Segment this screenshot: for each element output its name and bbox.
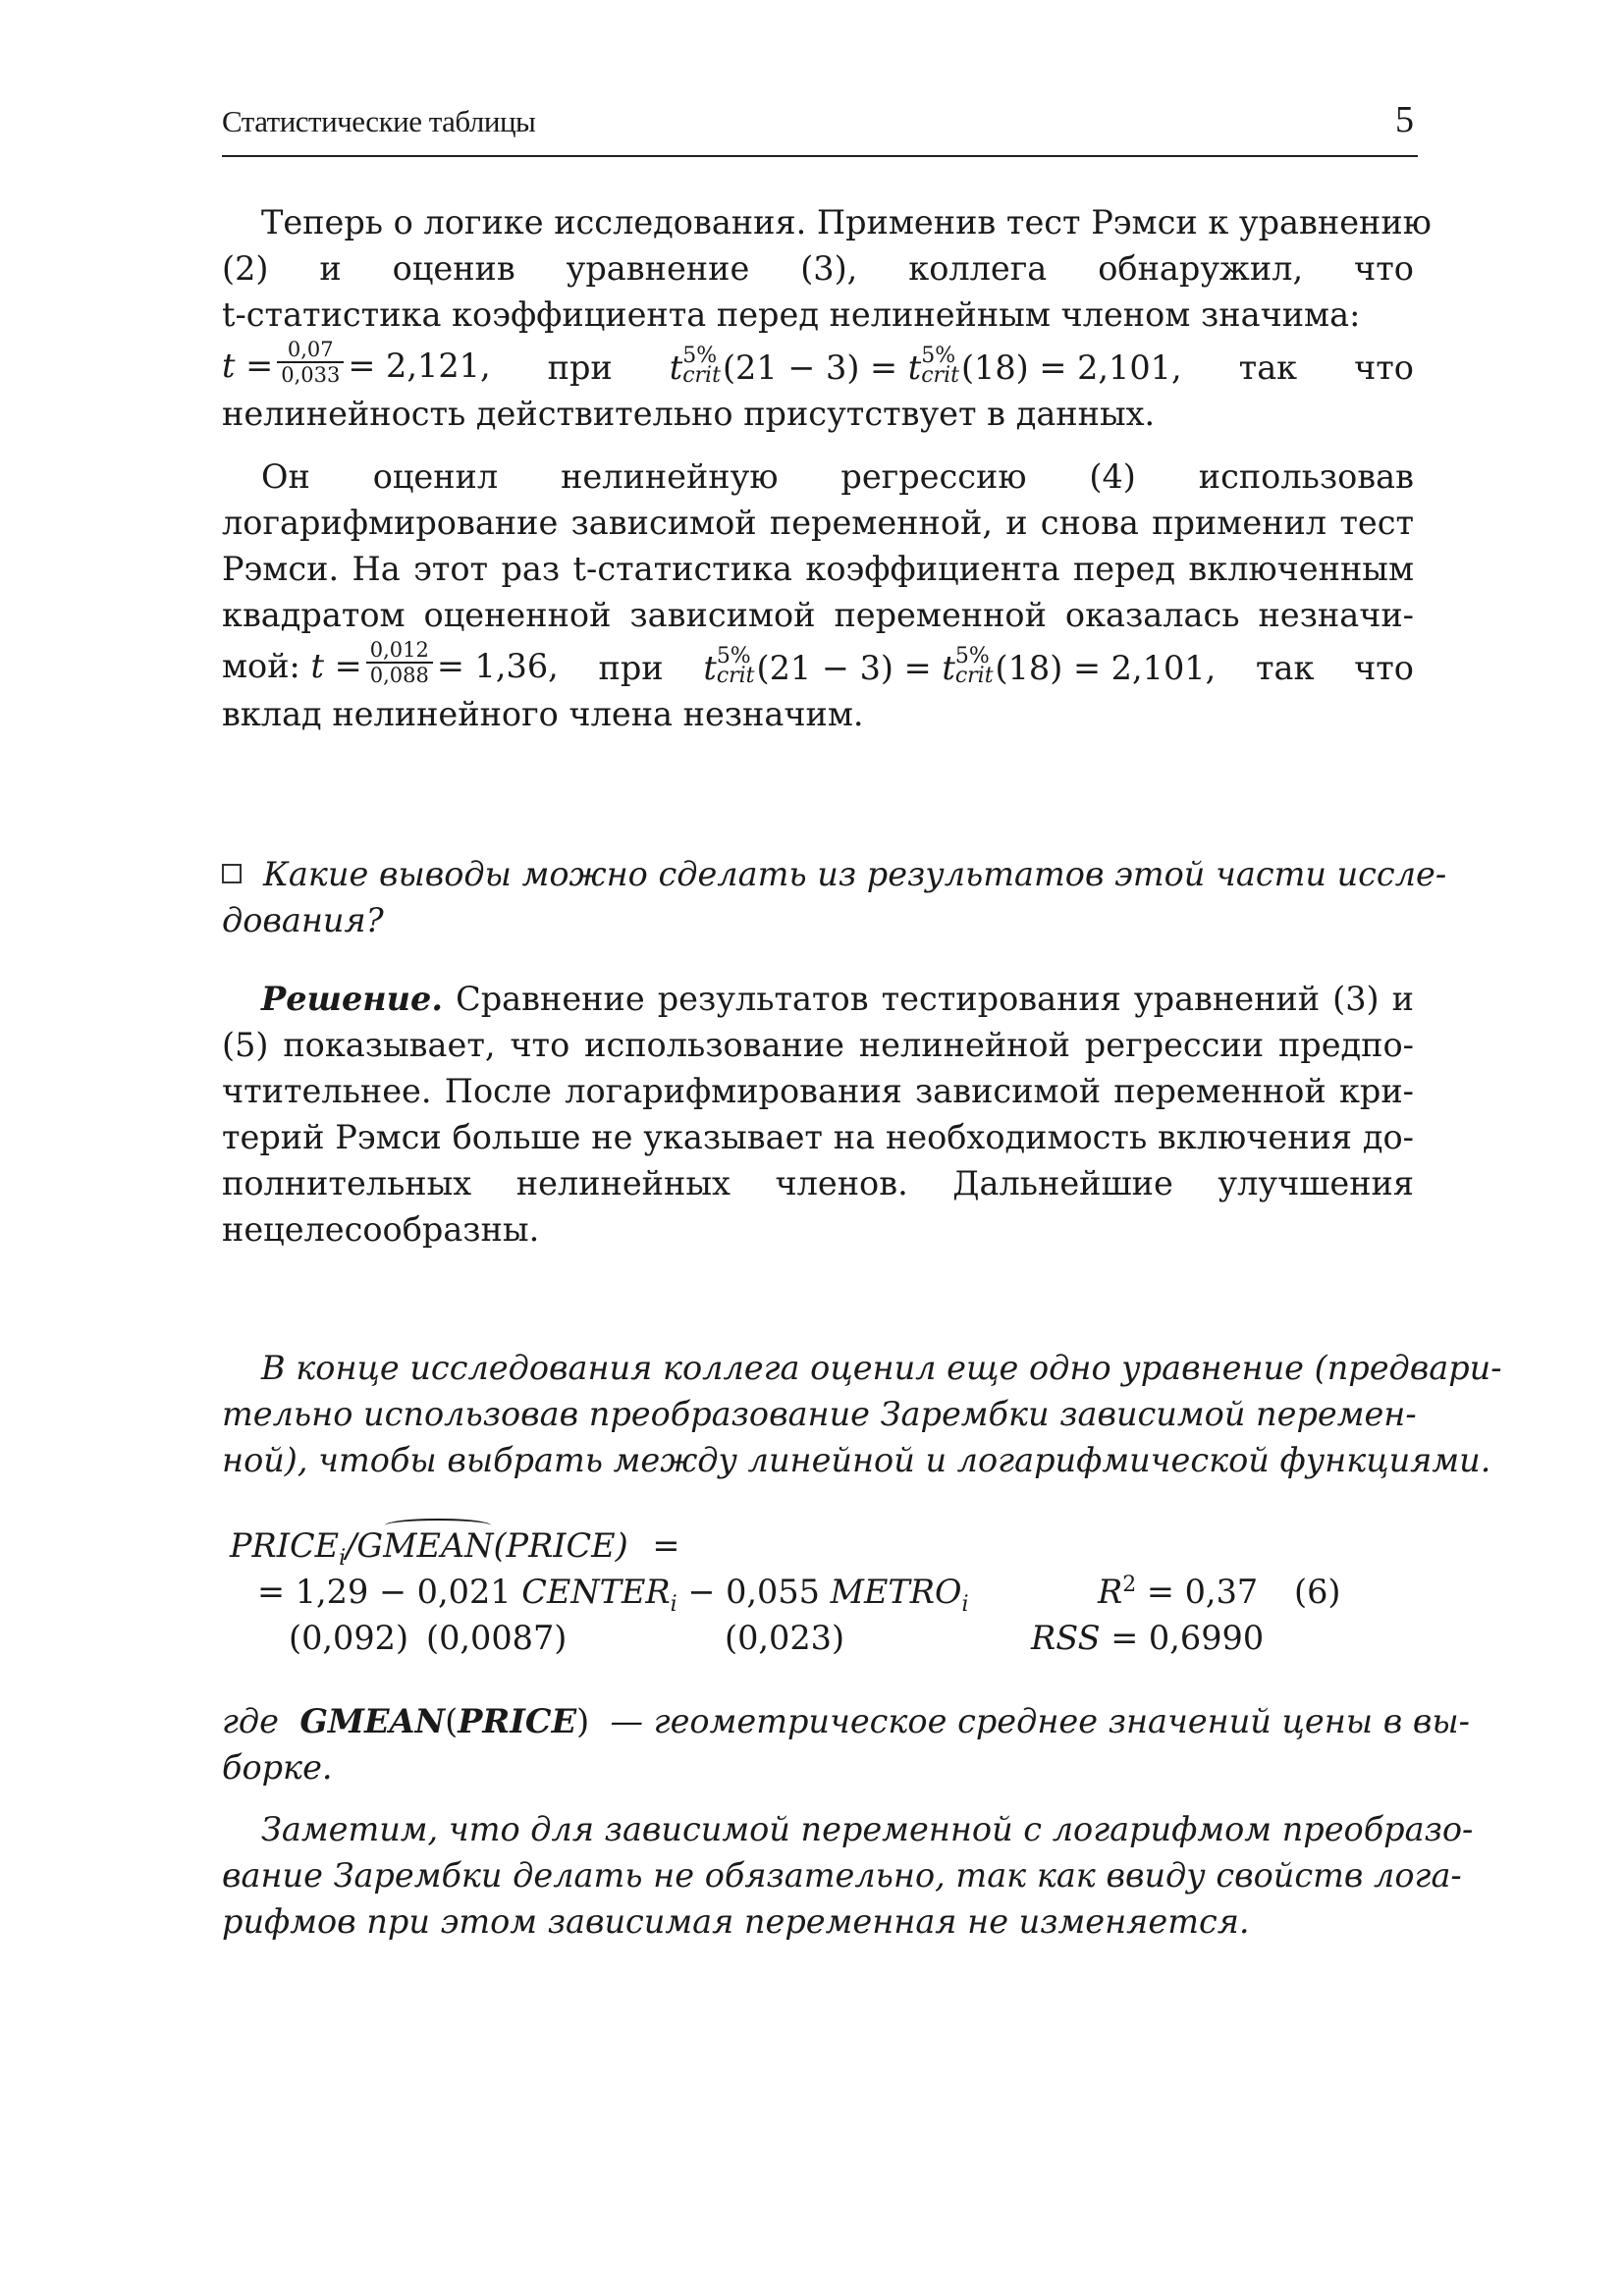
math-value: = 2,121, — [348, 346, 491, 385]
text-line: борке. — [222, 1748, 333, 1787]
math-arg: (21 − 3) = — [722, 347, 898, 387]
math-t: t — [942, 648, 955, 687]
math-term: = 0,37 — [1146, 1573, 1259, 1611]
word: обнаружил, — [1098, 249, 1304, 288]
word: при — [598, 648, 664, 687]
text-line: чтительнее. После логарифмирования зависимой переменной кри- — [222, 1072, 1414, 1110]
word: так — [1255, 648, 1315, 687]
crit-sub: crit — [954, 663, 994, 688]
math-term: = 0,6990 — [1110, 1619, 1265, 1657]
paren: ( — [445, 1702, 459, 1740]
text-line: терий Рэмси больше не указывает на необходимость включения до- — [222, 1118, 1414, 1156]
crit-index — [921, 343, 959, 388]
word: Он — [261, 457, 310, 496]
text-line: В конце исследования коллега оценил еще одно уравнение (предвари- — [261, 1349, 1502, 1387]
text-line: нецелесообразны. — [222, 1210, 540, 1249]
note-text: — геометрическое среднее значений цены в вы- — [610, 1702, 1470, 1740]
math-t: t — [669, 347, 683, 387]
word: где — [222, 1702, 279, 1740]
equation-r2 — [1098, 1573, 1258, 1611]
word: членов. — [775, 1164, 908, 1202]
fraction-numerator: 0,012 — [369, 637, 429, 662]
crit-sup: 5% — [954, 643, 990, 668]
formula-line-2 — [222, 638, 1414, 697]
math-arg: (18) = 2,101, — [960, 347, 1182, 387]
fraction — [277, 338, 344, 387]
text-line — [222, 976, 1414, 1022]
math-hat-var: MEAN — [383, 1526, 494, 1565]
text-line: Заметим, что для зависимой переменной с логарифмом преобразо- — [261, 1810, 1474, 1848]
word: оценив — [392, 249, 515, 288]
math-var: METRO — [830, 1573, 962, 1611]
word: уравнение — [566, 249, 750, 288]
word: улучшения — [1218, 1164, 1414, 1202]
math-arg: (21 − 3) = — [756, 648, 932, 687]
math-bold: PRICE — [458, 1702, 577, 1740]
word: мой: — [222, 646, 300, 685]
text-line — [222, 1160, 1414, 1206]
question-block — [222, 851, 1447, 943]
solution-text: Сравнение результатов тестирования уравнений (3) и — [456, 980, 1414, 1018]
text-line: (5) показывает, что использование нелинейной регрессии предпо- — [222, 1026, 1414, 1064]
word: нелинейную — [561, 457, 779, 496]
math-sub: i — [339, 1546, 347, 1571]
text-line: вание Зарембки делать не обязательно, так как ввиду свойств лога- — [222, 1856, 1462, 1895]
text-line: нелинейность действительно присутствует в данных. — [222, 395, 1156, 433]
word: (3), — [800, 249, 858, 288]
math-sub: i — [961, 1592, 969, 1617]
checkbox-square-icon — [222, 864, 242, 883]
crit-sub: crit — [716, 663, 755, 688]
word: коллега — [908, 249, 1048, 288]
word: что — [1354, 249, 1414, 288]
text-line: Рэмси. На этот раз t-статистика коэффициента перед включенным — [222, 550, 1414, 588]
fraction-denominator: 0,033 — [277, 361, 344, 387]
math-var: (PRICE) — [493, 1526, 628, 1565]
math-sub: i — [670, 1592, 677, 1617]
word: (2) — [222, 249, 269, 288]
text-line: квадратом оцененной зависимой переменной оказалась незначи- — [222, 596, 1414, 634]
word: оценил — [372, 457, 499, 496]
math-var: CENTER — [521, 1573, 671, 1611]
word: нелинейных — [515, 1164, 731, 1202]
word: что — [1354, 347, 1414, 387]
solution-label: Решение. — [261, 980, 444, 1018]
crit-sub: crit — [921, 362, 959, 388]
question-line: дования? — [222, 901, 384, 939]
math-value: = 1,36, — [436, 646, 559, 685]
math-t: t — [222, 346, 236, 385]
crit-index — [682, 343, 721, 388]
solution-block — [222, 976, 1414, 1253]
word: использовав — [1198, 457, 1414, 496]
text-line: логарифмирование зависимой переменной, и снова применил тест — [222, 504, 1414, 542]
math-var: /G — [346, 1526, 384, 1565]
intro-italic-block — [222, 1345, 1502, 1483]
crit-index — [954, 643, 994, 688]
word: (4) — [1089, 457, 1136, 496]
word: Дальнейшие — [952, 1164, 1173, 1202]
math-eq: = — [245, 346, 274, 385]
word: и — [319, 249, 342, 288]
text-line: t-статистика коэффициента перед нелинейным членом значима: — [222, 295, 1361, 334]
math-term: − 0,055 — [687, 1573, 820, 1611]
equation-rss — [1031, 1619, 1264, 1657]
paragraph-ramsey-first — [222, 199, 1432, 437]
math-bold: GMEAN — [299, 1702, 446, 1740]
question-text: Какие выводы можно сделать из результатов этой части иссле- — [263, 855, 1447, 893]
remark-block — [222, 1806, 1474, 1945]
crit-sup: 5% — [921, 343, 956, 368]
text-line: ной), чтобы выбрать между линейной и логарифмической функциями. — [222, 1441, 1491, 1479]
equation-number: (6) — [1294, 1573, 1341, 1611]
running-header — [222, 98, 1418, 157]
fraction-numerator: 0,07 — [287, 337, 334, 361]
equation-rhs — [257, 1573, 968, 1617]
math-t: t — [310, 646, 324, 685]
text-line — [222, 454, 1414, 500]
formula-line-1 — [222, 338, 1414, 397]
math-var: PRICE — [230, 1526, 340, 1565]
text-line — [222, 245, 1414, 292]
word: регрессию — [840, 457, 1027, 496]
text-line: рифмов при этом зависимая переменная не изменяется. — [222, 1902, 1250, 1941]
word: так — [1238, 347, 1298, 387]
math-term: = 1,29 − 0,021 — [257, 1573, 512, 1611]
math-var: RSS — [1031, 1619, 1101, 1657]
word: при — [547, 347, 613, 387]
crit-index — [716, 643, 755, 688]
math-sup: 2 — [1122, 1573, 1137, 1597]
math-eq: = — [652, 1526, 680, 1565]
math-t: t — [907, 347, 922, 387]
math-t: t — [703, 648, 717, 687]
text-line — [222, 1698, 1470, 1744]
math-eq: = — [334, 646, 362, 685]
text-line: Теперь о логике исследования. Применив тест Рэмси к уравнению — [261, 203, 1432, 241]
paren: ) — [576, 1702, 590, 1740]
header-title: Статистические таблицы — [222, 104, 536, 138]
crit-sub: crit — [682, 362, 721, 388]
fraction — [366, 638, 433, 687]
standard-error: (0,092) — [289, 1619, 409, 1657]
question-line — [222, 851, 1447, 897]
word: что — [1354, 648, 1414, 687]
math-arg: (18) = 2,101, — [995, 648, 1217, 687]
standard-error: (0,023) — [725, 1619, 845, 1657]
gmean-note — [222, 1698, 1470, 1790]
fraction-denominator: 0,088 — [366, 662, 433, 687]
standard-error: (0,0087) — [426, 1619, 568, 1657]
paragraph-ramsey-second — [222, 454, 1414, 737]
text-line: вклад нелинейного члена незначим. — [222, 695, 864, 733]
text-line: тельно использовав преобразование Зарембки зависимой перемен- — [222, 1395, 1417, 1433]
equation-lhs — [230, 1526, 679, 1571]
crit-sup: 5% — [682, 343, 718, 368]
crit-sup: 5% — [716, 643, 751, 668]
word: полнительных — [222, 1164, 472, 1202]
math-var: R — [1098, 1573, 1123, 1611]
page-number: 5 — [1395, 99, 1414, 140]
